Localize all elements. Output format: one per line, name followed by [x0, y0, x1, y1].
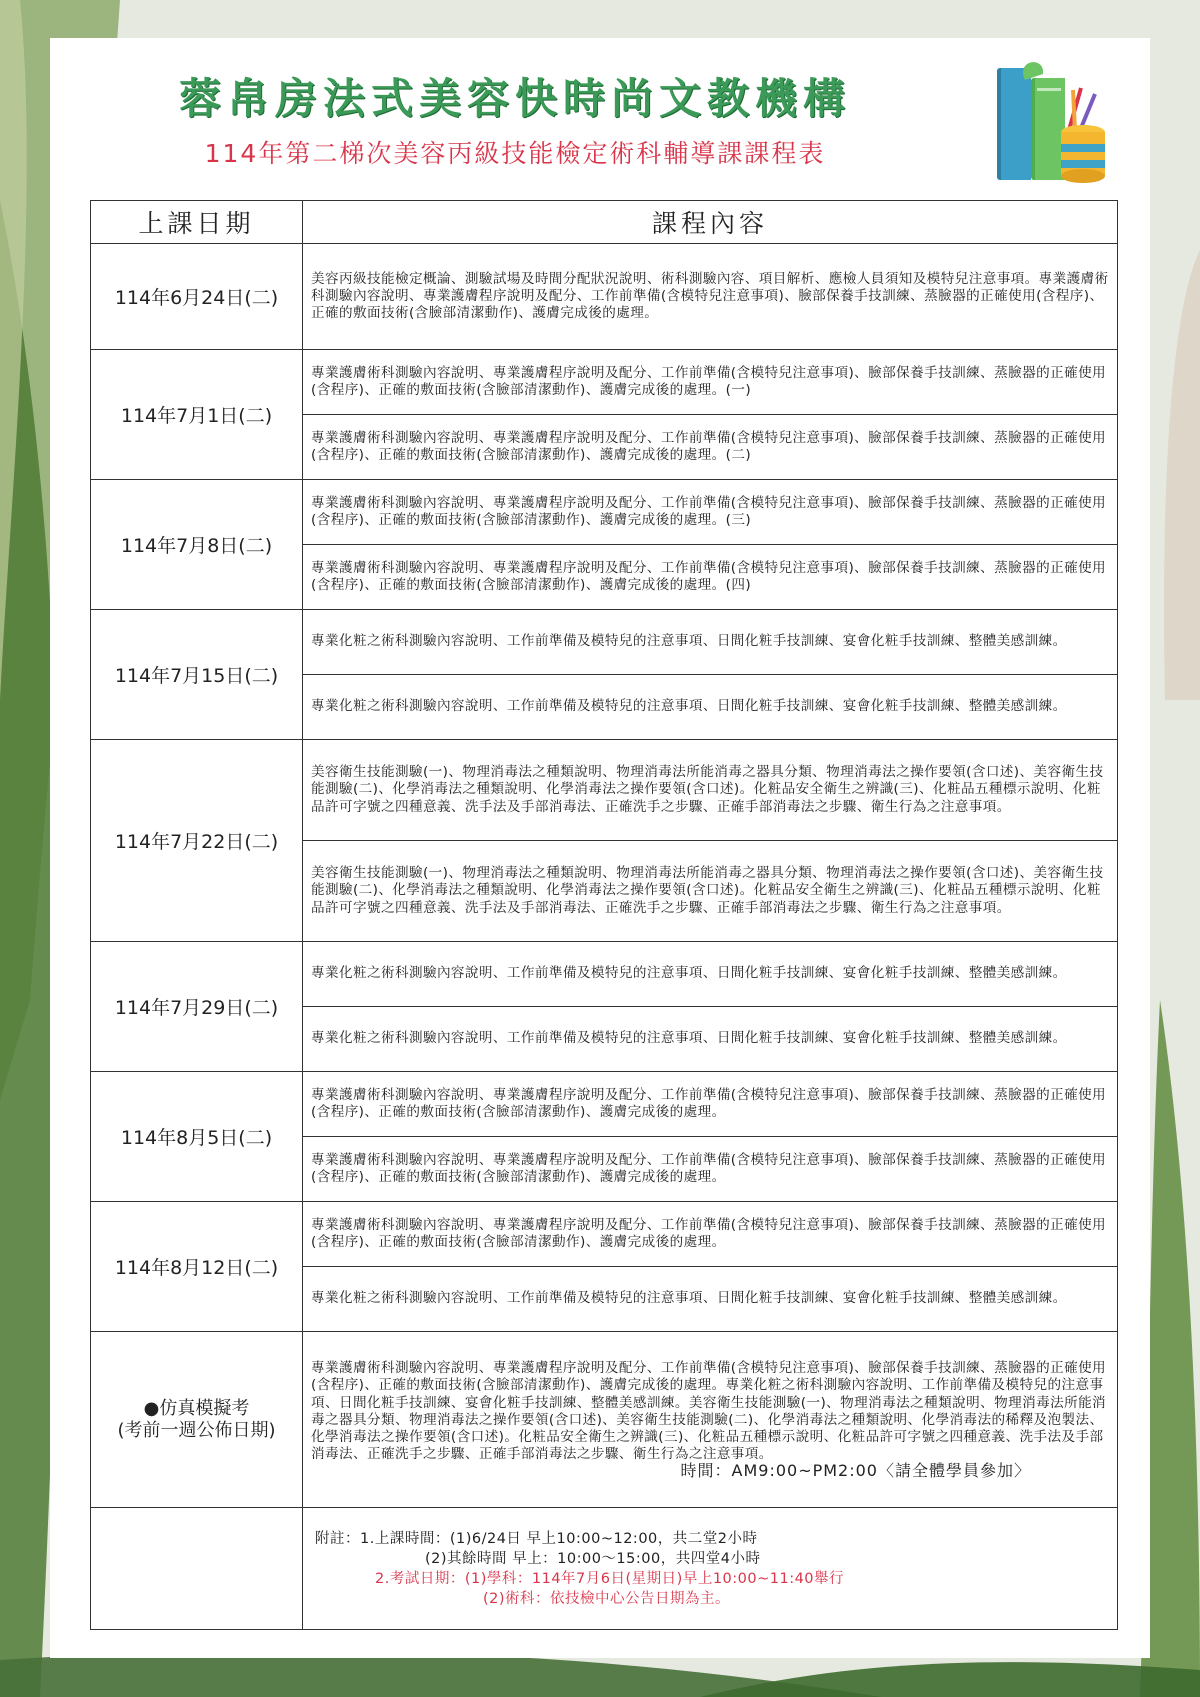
session-content: 專業護膚術科測驗內容說明、專業護膚程序說明及配分、工作前準備(含模特兒注意事項)、臉部保養手技訓練、蒸臉器的正確使用(含程序)、正確的敷面技術(含臉部清潔動作)、護膚完成後的處理。(二) — [303, 415, 1118, 480]
note-exam-date: 2.考試日期：(1)學科：114年7月6日(星期日)早上10:00~11:40舉行 — [375, 1570, 845, 1587]
table-row — [91, 1202, 1118, 1267]
header-date: 上課日期 — [91, 201, 303, 244]
session-content: 專業護膚術科測驗內容說明、專業護膚程序說明及配分、工作前準備(含模特兒注意事項)、臉部保養手技訓練、蒸臉器的正確使用(含程序)、正確的敷面技術(含臉部清潔動作)、護膚完成後的處理。(一) — [303, 350, 1118, 415]
mock-exam-content: 專業護膚術科測驗內容說明、專業護膚程序說明及配分、工作前準備(含模特兒注意事項)、臉部保養手技訓練、蒸臉器的正確使用(含程序)、正確的敷面技術(含臉部清潔動作)、護膚完成後的處理。專業化粧之術科測驗內容說明、工作前準備及模特兒的注意事項、日間化粧手技訓練、宴會化粧手技訓練、整體美感訓練。美容衛生技能測驗(一)、物理消毒法之種類說明、物理消毒法所能消毒之器具分類、物理消毒法之操作要領(含口述)、美容衛生技能測驗(二)、化學消毒法之種類說明、化學消毒法的稀釋及泡製法、化學消毒法之操作要領(含口述)。化粧品安全衛生之辨識(三)、化粧品五種標示說明、化粧品許可字號之四種意義、洗手法及手部消毒法、正確洗手之步驟、正確手部消毒法之步驟、衛生行為之注意事項。 — [311, 1360, 1107, 1463]
table-row — [91, 942, 1118, 1007]
session-content: 專業護膚術科測驗內容說明、專業護膚程序說明及配分、工作前準備(含模特兒注意事項)、臉部保養手技訓練、蒸臉器的正確使用(含程序)、正確的敷面技術(含臉部清潔動作)、護膚完成後的處理。 — [303, 1072, 1118, 1137]
table-row — [91, 244, 1118, 350]
session-date: 114年7月15日(二) — [91, 610, 303, 740]
notes-row — [91, 1508, 1118, 1630]
mock-exam-title: ●仿真模擬考 — [143, 1397, 250, 1419]
session-content: 專業化粧之術科測驗內容說明、工作前準備及模特兒的注意事項、日間化粧手技訓練、宴會化粧手技訓練、整體美感訓練。 — [303, 1267, 1118, 1332]
course-schedule-table — [90, 200, 1118, 1630]
table-row — [91, 350, 1118, 415]
table-header-row — [91, 201, 1118, 244]
session-content: 專業護膚術科測驗內容說明、專業護膚程序說明及配分、工作前準備(含模特兒注意事項)、臉部保養手技訓練、蒸臉器的正確使用(含程序)、正確的敷面技術(含臉部清潔動作)、護膚完成後的處理。 — [303, 1137, 1118, 1202]
note-class-time-other: (2)其餘時間 早上：10:00～15:00，共四堂4小時 — [425, 1550, 761, 1567]
mock-exam-note: (考前一週公佈日期) — [117, 1419, 276, 1441]
session-content: 專業護膚術科測驗內容說明、專業護膚程序說明及配分、工作前準備(含模特兒注意事項)、臉部保養手技訓練、蒸臉器的正確使用(含程序)、正確的敷面技術(含臉部清潔動作)、護膚完成後的處理。 — [303, 1202, 1118, 1267]
session-content: 專業護膚術科測驗內容說明、專業護膚程序說明及配分、工作前準備(含模特兒注意事項)、臉部保養手技訓練、蒸臉器的正確使用(含程序)、正確的敷面技術(含臉部清潔動作)、護膚完成後的處理。(四) — [303, 545, 1118, 610]
session-content: 美容衛生技能測驗(一)、物理消毒法之種類說明、物理消毒法所能消毒之器具分類、物理消毒法之操作要領(含口述)、美容衛生技能測驗(二)、化學消毒法之種類說明、化學消毒法之操作要領(含口述)。化粧品安全衛生之辨識(三)、化粧品五種標示說明、化粧品許可字號之四種意義、洗手法及手部消毒法、正確洗手之步驟、正確手部消毒法之步驟、衛生行為之注意事項。 — [303, 841, 1118, 942]
mock-exam-time: 時間：AM9:00~PM2:00〈請全體學員參加〉 — [680, 1460, 1031, 1480]
session-content: 美容衛生技能測驗(一)、物理消毒法之種類說明、物理消毒法所能消毒之器具分類、物理消毒法之操作要領(含口述)、美容衛生技能測驗(二)、化學消毒法之種類說明、化學消毒法之操作要領(含口述)。化粧品安全衛生之辨識(三)、化粧品五種標示說明、化粧品許可字號之四種意義、洗手法及手部消毒法、正確洗手之步驟、正確手部消毒法之步驟、衛生行為之注意事項。 — [303, 740, 1118, 841]
session-date: 114年7月29日(二) — [91, 942, 303, 1072]
session-content: 專業化粧之術科測驗內容說明、工作前準備及模特兒的注意事項、日間化粧手技訓練、宴會化粧手技訓練、整體美感訓練。 — [303, 610, 1118, 675]
note-practical-exam: (2)術科：依技檢中心公告日期為主。 — [483, 1590, 731, 1607]
mock-exam-label — [91, 1332, 303, 1508]
session-date: 114年8月12日(二) — [91, 1202, 303, 1332]
table-row — [91, 740, 1118, 841]
table-row — [91, 1072, 1118, 1137]
session-content: 專業化粧之術科測驗內容說明、工作前準備及模特兒的注意事項、日間化粧手技訓練、宴會化粧手技訓練、整體美感訓練。 — [303, 942, 1118, 1007]
page-title: 蓉帛房法式美容快時尚文教機構 — [178, 74, 851, 123]
page-subtitle: 114年第二梯次美容丙級技能檢定術科輔導課課程表 — [204, 139, 826, 168]
session-content: 專業護膚術科測驗內容說明、專業護膚程序說明及配分、工作前準備(含模特兒注意事項)、臉部保養手技訓練、蒸臉器的正確使用(含程序)、正確的敷面技術(含臉部清潔動作)、護膚完成後的處理。(三) — [303, 480, 1118, 545]
session-date: 114年6月24日(二) — [91, 244, 303, 350]
session-content: 專業化粧之術科測驗內容說明、工作前準備及模特兒的注意事項、日間化粧手技訓練、宴會化粧手技訓練、整體美感訓練。 — [303, 675, 1118, 740]
session-date: 114年7月22日(二) — [91, 740, 303, 942]
session-date: 114年8月5日(二) — [91, 1072, 303, 1202]
mock-exam-content-cell — [303, 1332, 1118, 1508]
note-class-time: 附註：1.上課時間：(1)6/24日 早上10:00~12:00，共二堂2小時 — [315, 1530, 758, 1547]
table-row — [91, 480, 1118, 545]
session-content: 美容丙級技能檢定概論、測驗試場及時間分配狀況說明、術科測驗內容、項目解析、應檢人員須知及模特兒注意事項。專業護膚術科測驗內容說明、專業護膚程序說明及配分、工作前準備(含模特兒注意事項)、臉部保養手技訓練、蒸臉器的正確使用(含程序)、正確的敷面技術(含臉部清潔動作)、護膚完成後的處理。 — [303, 244, 1118, 350]
notes-empty-cell — [91, 1508, 303, 1630]
session-date: 114年7月8日(二) — [91, 480, 303, 610]
table-row — [91, 610, 1118, 675]
books-and-pencil-cup-icon — [985, 60, 1115, 190]
mock-exam-row — [91, 1332, 1118, 1508]
notes-cell — [303, 1508, 1118, 1630]
session-content: 專業化粧之術科測驗內容說明、工作前準備及模特兒的注意事項、日間化粧手技訓練、宴會化粧手技訓練、整體美感訓練。 — [303, 1007, 1118, 1072]
header-content: 課程內容 — [303, 201, 1118, 244]
session-date: 114年7月1日(二) — [91, 350, 303, 480]
